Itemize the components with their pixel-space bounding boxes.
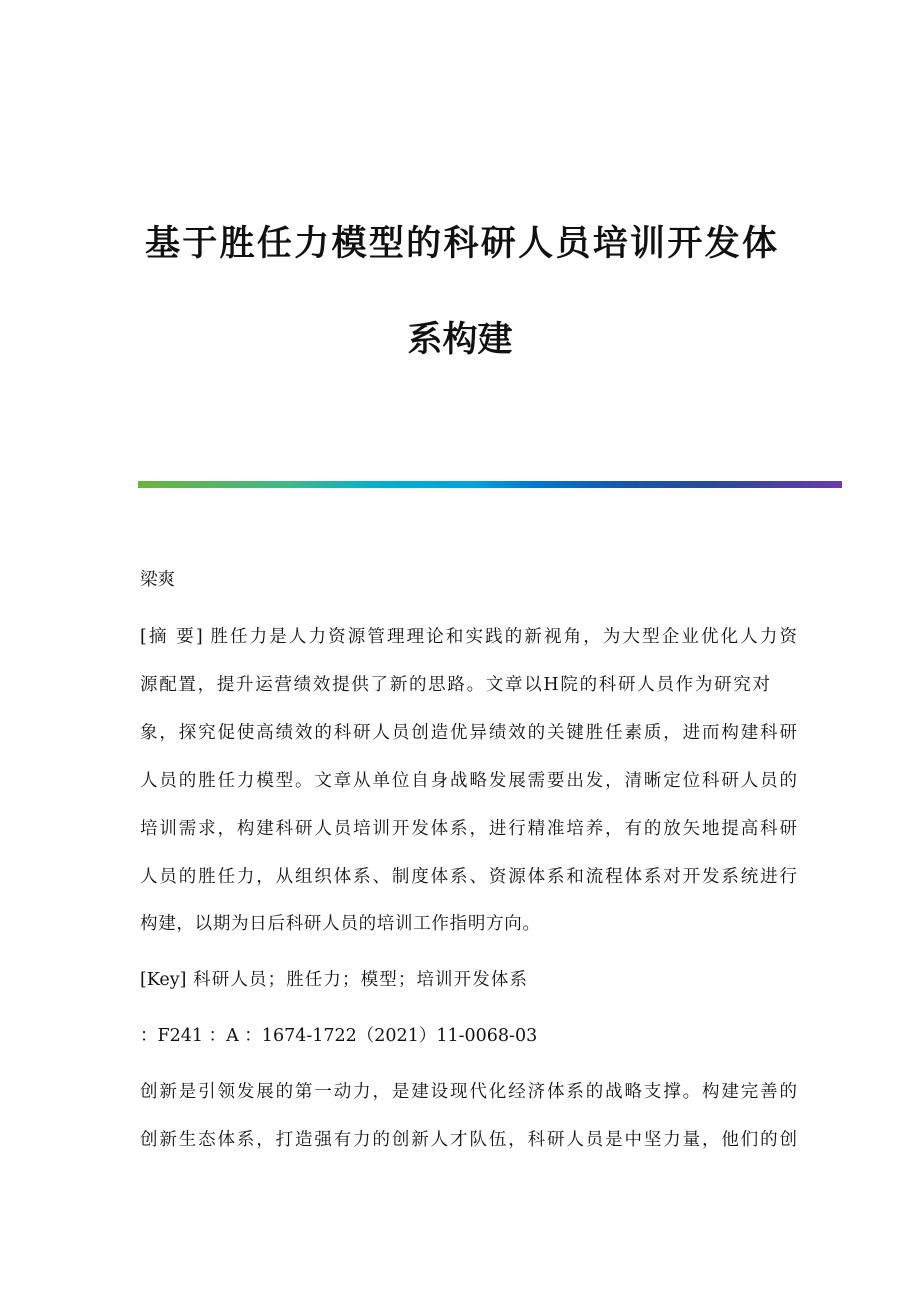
abstract-line: 培训需求，构建科研人员培训开发体系，进行精准培养，有的放矢地提高科研 xyxy=(140,819,797,839)
body-line: 创新生态体系，打造强有力的创新人才队伍，科研人员是中坚力量，他们的创 xyxy=(140,1130,797,1150)
abstract-line: [摘 要] 胜任力是人力资源管理理论和实践的新视角，为大型企业优化人力资 xyxy=(140,627,797,647)
document-title-line-1: 基于胜任力模型的科研人员培训开发体 xyxy=(145,223,777,264)
abstract-line: 象，探究促使高绩效的科研人员创造优异绩效的关键胜任素质，进而构建科研 xyxy=(140,723,797,743)
author: 梁爽 xyxy=(140,570,175,590)
title-divider-gradient xyxy=(138,481,842,488)
classification-codes: ：F241 ：A ：1674-1722（2021）11-0068-03 xyxy=(140,1026,538,1046)
abstract-line: 源配置，提升运营绩效提供了新的思路。文章以H院的科研人员作为研究对 xyxy=(140,675,770,695)
abstract-line: 人员的胜任力模型。文章从单位自身战略发展需要出发，清晰定位科研人员的 xyxy=(140,771,797,791)
document-title-line-2: 系构建 xyxy=(407,319,513,360)
abstract-line: 人员的胜任力，从组织体系、制度体系、资源体系和流程体系对开发系统进行 xyxy=(140,867,797,887)
abstract-line: 构建，以期为日后科研人员的培训工作指明方向。 xyxy=(140,914,540,934)
keywords: [Key] 科研人员；胜任力；模型；培训开发体系 xyxy=(140,970,527,990)
body-line: 创新是引领发展的第一动力，是建设现代化经济体系的战略支撑。构建完善的 xyxy=(140,1082,797,1102)
